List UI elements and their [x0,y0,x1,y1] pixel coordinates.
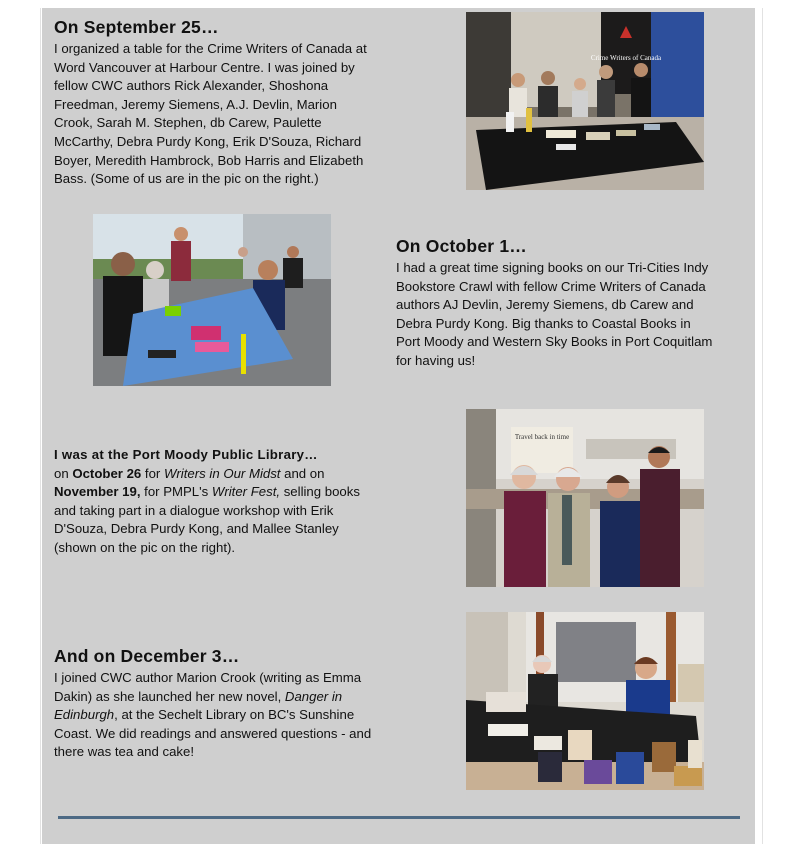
text-line: Word Vancouver at Harbour Centre. I was joined by [54,59,355,75]
text-line: McCarthy, Debra Purdy Kong, Erik D'Souza, Richard [54,133,362,149]
text-line: there was tea and cake! [54,744,195,760]
text-line: I joined CWC author Marion Crook (writing as Emma [54,670,362,685]
paragraph-oct-1 [396,259,712,371]
text-segment: on [54,465,73,481]
text-line: Freedman, Jeremy Siemens, A.J. Devlin, Marion [54,96,337,112]
paragraph-sep-25 [54,40,367,189]
text-line: D'Souza, Debra Purdy Kong, and Mallee Stanley [54,521,339,537]
banner-text: Crime Writers of Canada [590,54,662,62]
text-segment: for PMPL's [140,484,212,500]
text-line: I had a great time signing books on our Tri-Cities Indy [396,260,709,275]
text-line-oct-26 [54,465,360,484]
text-line: Bookstore Crawl with fellow Crime Writers of Canada [396,278,706,294]
event-writer-fest: Writer Fest, [211,484,281,500]
text-line-novel-title [54,688,371,707]
date-nov-19: November 19, [54,484,141,500]
text-line: Boyer, Meredith Hambrock, Bob Harris and Elizabeth [54,152,364,168]
poster-text: Travel back in time [514,433,570,441]
text-line: I organized a table for the Crime Writers of Canada at [54,41,367,56]
text-line: Port Moody and Western Sky Books in Port Coquitlam [396,334,713,350]
heading-sep-25: On September 25… [54,17,219,37]
heading-oct-1: On October 1… [396,236,527,256]
subheading-port-moody-library: I was at the Port Moody Public Library… [54,447,318,462]
text-line: Crook, Sarah M. Stephen, db Carew, Paulette [54,115,322,131]
text-line: fellow CWC authors Rick Alexander, Shoshona [54,78,329,94]
photo-oct-1-bookstore-crawl [93,214,331,386]
text-segment: selling books [280,484,360,500]
text-line: (shown on the pic on the right). [54,539,236,555]
paragraph-dec-3 [54,669,371,762]
text-segment: and on [280,465,325,481]
text-segment: Dakin) as she launched her new novel, [54,688,285,704]
text-line: authors AJ Devlin, Jeremy Siemens, db Carew and [396,297,694,313]
text-line-sechelt [54,706,371,725]
novel-title-part-1: Danger in [284,688,343,704]
novel-title-part-2: Edinburgh [54,707,115,723]
panel-left-edge [40,8,41,844]
text-line: and taking part in a dialogue workshop with Erik [54,502,334,518]
heading-dec-3: And on December 3… [54,646,240,666]
text-line: Coast. We did readings and answered questions - and [54,725,372,741]
footer-divider [58,816,740,819]
photo-port-moody-library [466,409,704,587]
text-line: Debra Purdy Kong. Big thanks to Coastal Books in [396,315,691,331]
text-line-nov-19 [54,483,360,502]
text-line: for having us! [396,352,476,368]
date-oct-26: October 26 [72,465,142,481]
event-writers-in-our-midst: Writers in Our Midst [163,465,281,481]
text-line: Bass. (Some of us are in the pic on the right.) [54,171,319,187]
paragraph-port-moody-library [54,446,360,558]
photo-sep-25-book-table [466,12,704,190]
text-segment: for [141,465,164,481]
text-segment: , at the Sechelt Library on BC's Sunshine [114,707,355,723]
photo-dec-3-sechelt-library [466,612,704,790]
panel-right-edge [762,8,763,844]
